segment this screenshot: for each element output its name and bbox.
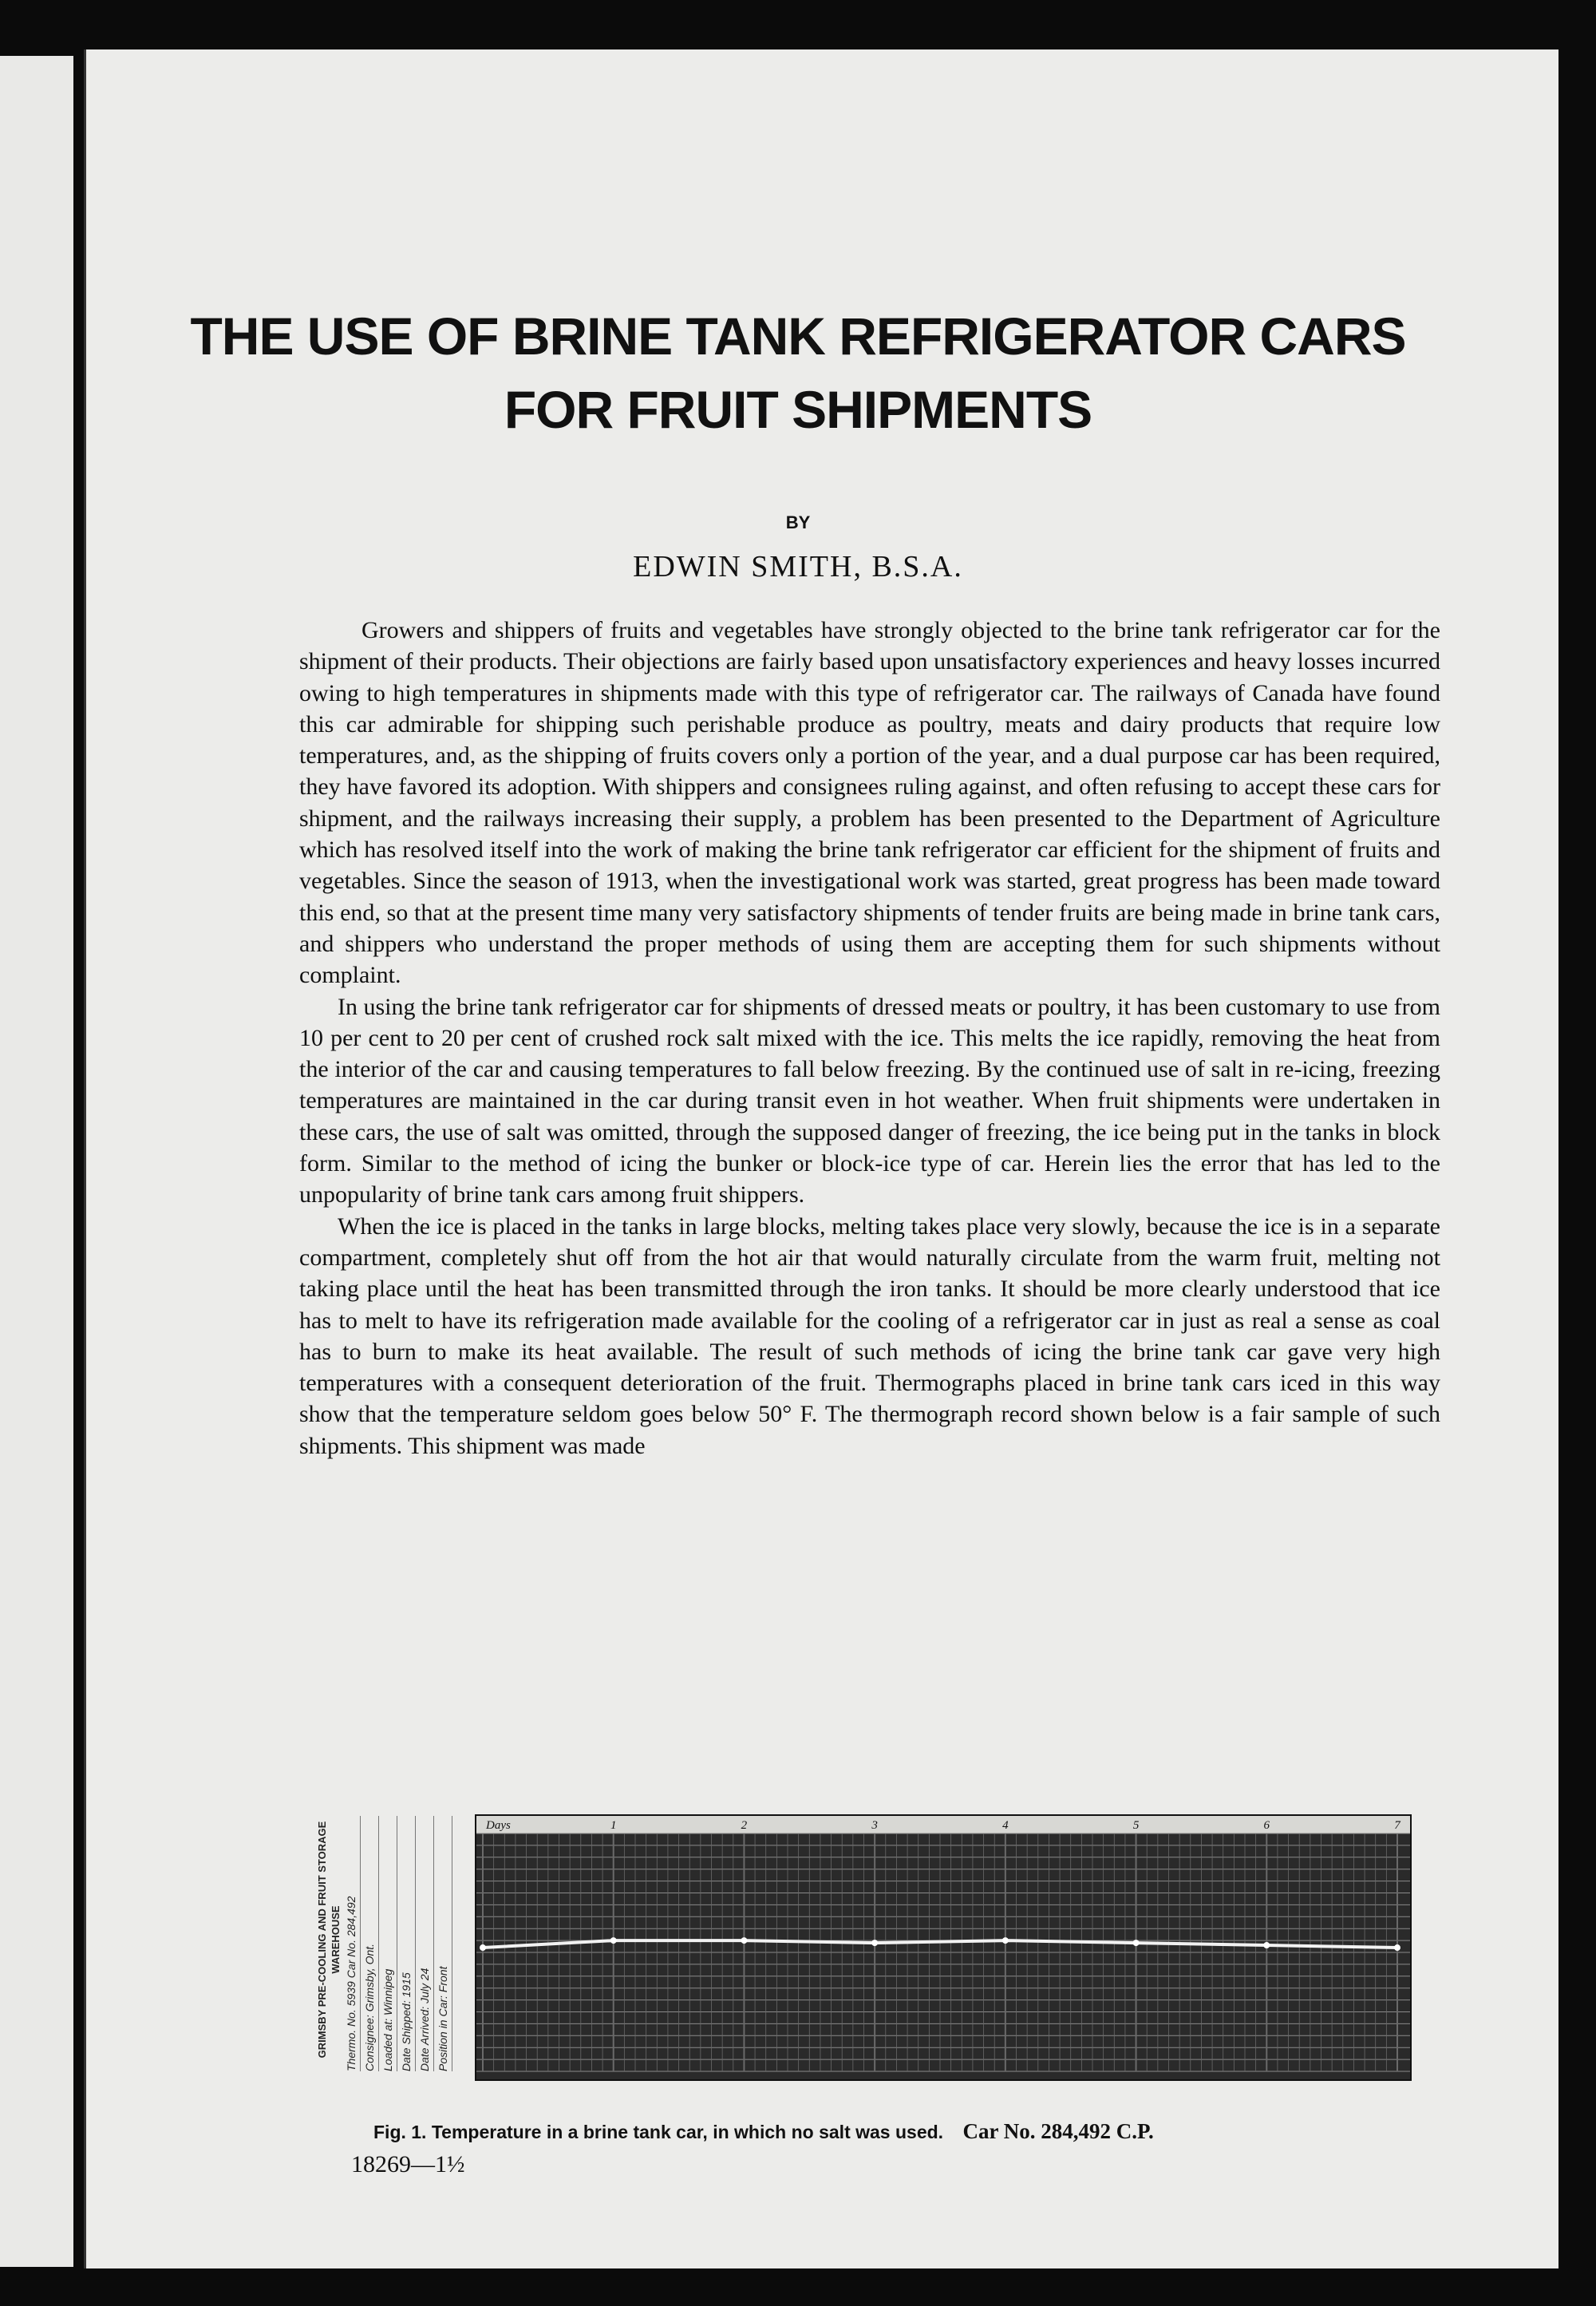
- chart-x-tick-label: 5: [1132, 1819, 1140, 1832]
- thermograph-figure: [315, 1800, 1416, 2111]
- title-line-2: FOR FRUIT SHIPMENTS: [504, 380, 1092, 439]
- chart-x-tick-label: 2: [741, 1819, 748, 1832]
- figure-caption: [373, 2119, 1427, 2144]
- label-card-row: Date Shipped: 1915: [397, 1816, 416, 2071]
- thermograph-svg: [476, 1816, 1410, 2079]
- chart-x-tick-label: 1: [610, 1819, 617, 1832]
- chart-data-point: [610, 1937, 617, 1944]
- thermograph-chart: [475, 1814, 1412, 2081]
- chart-x-tick-label: Days: [486, 1819, 511, 1832]
- chart-header-strip: [476, 1816, 1410, 1833]
- caption-text: Temperature in a brine tank car, in which no salt was used.: [431, 2122, 944, 2142]
- label-card-row: Consignee: Grimsby, Ont.: [361, 1816, 379, 2071]
- author-name: EDWIN SMITH, B.S.A.: [633, 550, 963, 583]
- label-card-row: Thermo. No. 5939 Car No. 284,492: [342, 1816, 361, 2071]
- car-number: Car No. 284,492 C.P.: [962, 2119, 1154, 2143]
- chart-data-point: [1133, 1940, 1140, 1946]
- article-body: [299, 615, 1440, 1462]
- byline-label: BY: [785, 512, 811, 532]
- chart-data-point: [741, 1937, 747, 1944]
- chart-data-point: [871, 1940, 878, 1946]
- article-title: [0, 299, 1596, 446]
- chart-x-tick-label: 7: [1394, 1819, 1400, 1832]
- chart-data-point: [1394, 1944, 1400, 1951]
- thermograph-label-card: [315, 1800, 475, 2071]
- chart-x-tick-label: 6: [1263, 1819, 1270, 1832]
- title-line-1: THE USE OF BRINE TANK REFRIGERATOR CARS: [190, 307, 1406, 366]
- chart-data-point: [480, 1944, 486, 1951]
- label-card-header: GRIMSBY PRE-COOLING AND FRUIT STORAGE WAREHOUSE: [316, 1821, 342, 2059]
- chart-data-point: [1002, 1937, 1009, 1944]
- paragraph-3: When the ice is placed in the tanks in large blocks, melting takes place very slowly, because the ice is in a separate compartment, completely shut off from the hot air that would naturally circulate from the warm fruit, melting not taking place until the heat has been transmitted through the iron tanks. It should be more clearly understood that ice has to melt to have its refrigeration made available for the cooling of a refrigerator car in just as real a sense as coal has to burn to make its heat available. The result of such methods of icing the brine tank car gave very high temperatures with a consequent deterioration of the fruit. Thermographs placed in brine tank cars iced in this way show that the temperature seldom goes below 50° F. The thermograph record shown below is a fair sample of such shipments. This shipment was made: [299, 1212, 1440, 1459]
- label-card-row: Loaded at: Winnipeg: [379, 1816, 397, 2071]
- page-reference: 18269—1½: [351, 2151, 465, 2177]
- paragraph-1: Growers and shippers of fruits and vegetables have strongly objected to the brine tank refrigerator car for the shipment of their products. Their objections are fairly based upon unsatisfactory experiences and heavy losses incurred owing to high temperatures in shipments made with this type of refrigerator car. The railways of Canada have found this car admirable for shipping such perishable produce as poultry, meats and dairy products that require low temperatures, and, as the shipping of fruits covers only a portion of the year, and a dual purpose car has been required, they have favored its adoption. With shippers and consignees ruling against, and often refusing to accept these cars for shipment, and the railways increasing their supply, a problem has been presented to the Department of Agriculture which has resolved itself into the work of making the brine tank refrigerator car efficient for the shipment of fruits and vegetables. Since the season of 1913, when the investigational work was started, great progress has been made toward this end, so that at the present time many very satisfactory shipments of tender fruits are being made in brine tank cars, and shippers who understand the proper methods of using them are accepting them for such shipments without complaint.: [299, 617, 1440, 989]
- paragraph-2: In using the brine tank refrigerator car for shipments of dressed meats or poultry, it has been customary to use from 10 per cent to 20 per cent of crushed rock salt mixed with the ice. This melts the ice rapidly, removing the heat from the interior of the car and causing temperatures to fall below freezing. By the continued use of salt in re-icing, freezing temperatures are maintained in the car during transit even in hot weather. When fruit shipments were undertaken in these cars, the use of salt was omitted, through the supposed danger of freezing, the ice being put in the tanks in block form. Similar to the method of icing the bunker or block-ice type of car. Herein lies the error that has led to the unpopularity of brine tank cars among fruit shippers.: [299, 993, 1440, 1208]
- label-card-row: Date Arrived: July 24: [416, 1816, 434, 2071]
- label-card-rotated: [315, 1800, 452, 2071]
- chart-x-tick-label: 3: [871, 1819, 878, 1832]
- chart-data-point: [1263, 1942, 1270, 1948]
- chart-x-tick-label: 4: [1002, 1819, 1009, 1832]
- label-card-row: Position in Car: Front: [434, 1816, 452, 2071]
- caption-label: Fig. 1.: [373, 2122, 427, 2142]
